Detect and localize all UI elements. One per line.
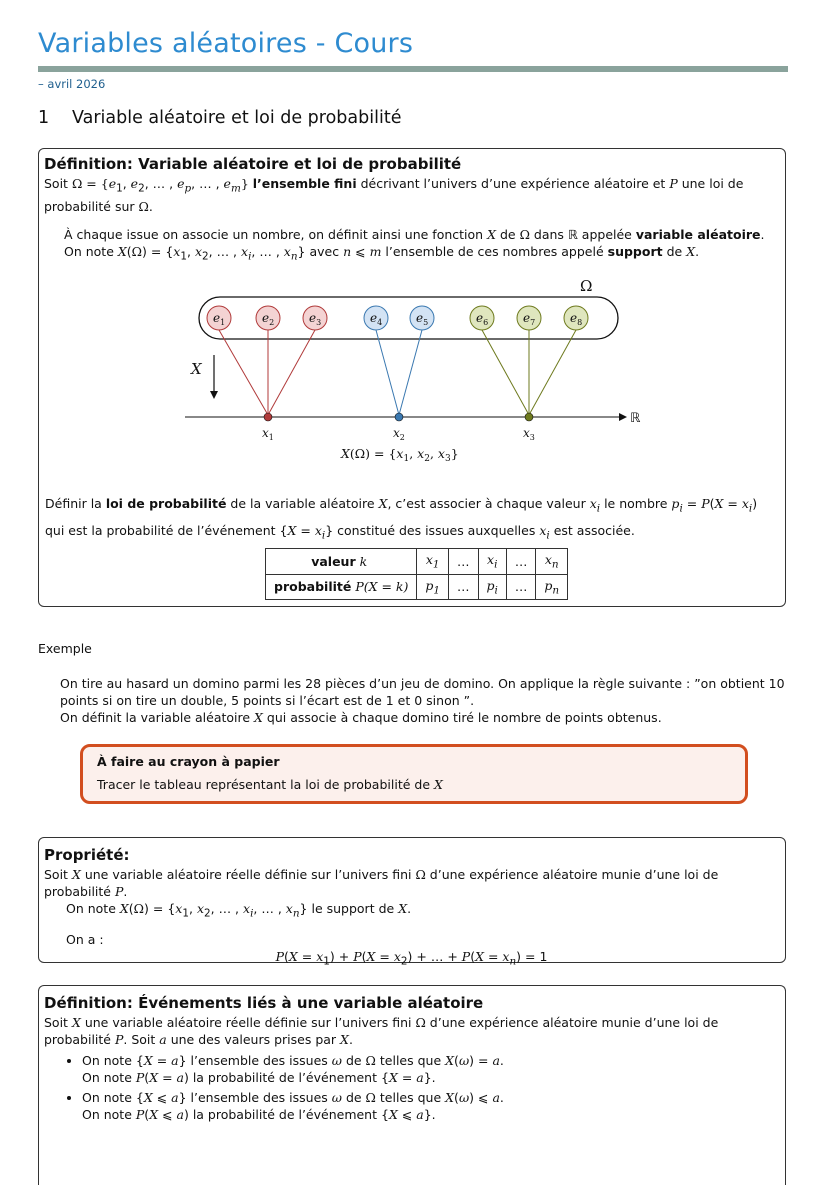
definition-box-events (38, 985, 786, 1185)
definition-box-random-variable (38, 148, 786, 607)
table-cell: $p_1$ (417, 574, 449, 600)
property-box (38, 837, 786, 967)
document-date: – avril 2026 (38, 77, 106, 91)
property-intro: Soit X une variable aléatoire réelle définie sur l’univers fini Ω d’une expérience aléatoire munie d’une loi de probabilité P. (44, 867, 719, 899)
section-title: Variable aléatoire et loi de probabilité (72, 108, 402, 128)
events-list (44, 1052, 779, 1123)
section-number: 1 (38, 108, 50, 128)
table-cell: … (506, 549, 536, 575)
mapping-line (482, 330, 529, 415)
definition-text-support: On note $X(\Omega) = \{x_1$, $x_2$, … , $x_i$, … , $x_n$} avec n ⩽ m l’ensemble de ces nombres appelé support de X. (64, 243, 700, 262)
table-cell: … (449, 574, 479, 600)
random-variable-diagram (39, 277, 783, 477)
mapping-line (268, 330, 315, 415)
image-set-label: $X(\Omega) = \{x_1$, $x_2$, $x_3$} (341, 446, 459, 464)
table-row (266, 574, 568, 600)
example-paragraph: On tire au hasard un domino parmi les 28 pièces d’un jeu de domino. On applique la règle suivante : ”on obtient 10 points si on tire un double, 5 points si l’écart est de 1 et 0 sinon ”. (60, 676, 785, 708)
task-instruction: Tracer le tableau représentant la loi de probabilité de X (97, 777, 443, 792)
pencil-task-box (80, 744, 748, 804)
issue-label: $e_6$ (476, 311, 489, 327)
list-item: • On note {X ⩽ a} l’ensemble des issues ω de Ω telles que X(ω) ⩽ a. On note P(X ⩽ a) la probabilité de l’événement {X ⩽ a}. (82, 1089, 779, 1123)
issue-label: $e_4$ (370, 311, 383, 327)
issue-label: $e_1$ (213, 311, 226, 327)
value-label: $x_2$ (393, 426, 405, 442)
issue-label: $e_7$ (523, 311, 536, 327)
property-formula: $P(X = x_1) + P(X = x_2)$ + … + $P(X = x_n) = 1$ (275, 948, 548, 967)
value-label: $x_1$ (262, 426, 274, 442)
task-title: À faire au crayon à papier (97, 754, 280, 769)
definition-title: Définition: Événements liés à une variable aléatoire (44, 994, 484, 1012)
definition-text-function: À chaque issue on associe un nombre, on définit ainsi une fonction X de Ω dans ℝ appelée variable aléatoire. (64, 226, 765, 242)
table-cell: $x_n$ (536, 549, 568, 575)
definition-intro: Soit X une variable aléatoire réelle définie sur l’univers fini Ω d’une expérience aléatoire munie d’une loi de probabilité P. Soit a une des valeurs prises par X. (44, 1015, 719, 1047)
mapping-line (399, 330, 422, 415)
x-arrow-label: X (191, 360, 202, 378)
table-cell: $x_1$ (417, 549, 449, 575)
mapping-line (219, 330, 268, 415)
value-label: $x_3$ (523, 426, 535, 442)
property-on-a: On a : (66, 931, 104, 947)
issue-label: $e_5$ (416, 311, 429, 327)
value-point (264, 413, 272, 421)
mapping-line (529, 330, 576, 415)
title-rule (38, 66, 788, 72)
table-cell: $p_n$ (536, 574, 568, 600)
example-label: Exemple (38, 641, 92, 656)
row-header-value: valeur k (266, 549, 417, 575)
probability-law-table (265, 548, 568, 600)
list-item: • On note {X = a} l’ensemble des issues ω de Ω telles que X(ω) = a. On note P(X = a) la probabilité de l’événement {X = a}. (82, 1052, 779, 1086)
property-title: Propriété: (44, 846, 130, 864)
omega-label: Ω (580, 277, 593, 295)
table-cell: $p_i$ (478, 574, 506, 600)
value-point (395, 413, 403, 421)
example-paragraph: On définit la variable aléatoire X qui associe à chaque domino tiré le nombre de points obtenus. (60, 710, 662, 725)
definition-title: Définition: Variable aléatoire et loi de probabilité (44, 155, 462, 173)
table-cell: … (449, 549, 479, 575)
issue-label: $e_2$ (262, 311, 275, 327)
value-point (525, 413, 533, 421)
section-heading (38, 108, 401, 128)
example-text (38, 675, 788, 726)
definition-law-text: Définir la loi de probabilité de la variable aléatoire X, c’est associer à chaque valeur $x_i$ le nombre $p_i = P(X = x_i)$ qui est la probabilité de l’événement $\{X = x_i\}$ constitué des issues auxquelles $x_i$ est associée. (45, 496, 758, 541)
mapping-line (376, 330, 399, 415)
row-header-probability: probabilité P(X = k) (266, 574, 417, 600)
definition-intro: Soit $\Omega = \{e_1$, $e_2$, … , $e_p$, … , $e_m$} l’ensemble fini décrivant l’univers d’une expérience aléatoire et P une loi de probabilité sur Ω. (44, 176, 744, 214)
table-cell: … (506, 574, 536, 600)
property-support: On note $X(\Omega) = \{x_1$, $x_2$, … , $x_i$, … , $x_n$} le support de X. (66, 901, 412, 920)
issue-label: $e_3$ (309, 311, 322, 327)
real-axis-label: ℝ (630, 411, 641, 426)
page-title: Variables aléatoires - Cours (38, 28, 414, 59)
table-cell: $x_i$ (478, 549, 506, 575)
issue-label: $e_8$ (570, 311, 583, 327)
table-row (266, 549, 568, 575)
